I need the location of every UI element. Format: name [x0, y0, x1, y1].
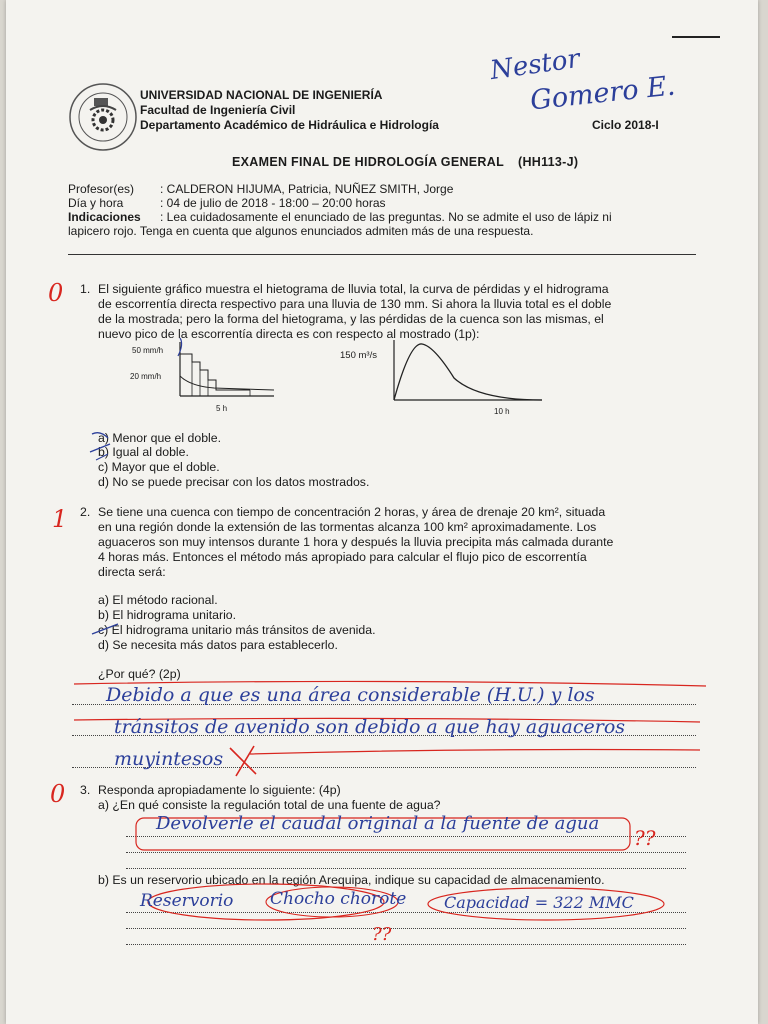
- exam-title: EXAMEN FINAL DE HIDROLOGÍA GENERAL: [232, 155, 505, 169]
- q1-number: 1.: [80, 282, 91, 296]
- exam-code: (HH113-J): [518, 155, 579, 169]
- header-divider: [68, 254, 696, 255]
- q2-answer-text-2: tránsitos de avenido son debido a que hay aguaceros: [114, 716, 626, 738]
- q2-line-5: directa será:: [98, 565, 166, 579]
- q1-option-a[interactable]: a) Menor que el doble.: [98, 431, 222, 445]
- hyeto-label-50: 50 mm/h: [132, 346, 164, 355]
- q1-line-1: El siguiente gráfico muestra el hietograma de lluvia total, la curva de pérdidas y el hidrograma: [98, 282, 609, 296]
- date-label: Día y hora: [68, 196, 124, 210]
- q2-grade: 1: [52, 505, 68, 533]
- q1-grade: 0: [48, 279, 64, 307]
- university-name: UNIVERSIDAD NACIONAL DE INGENIERÍA: [140, 88, 383, 102]
- instructions-value: : Lea cuidadosamente el enunciado de las preguntas. No se admite el uso de lápiz ni: [160, 210, 612, 224]
- q1-line-3: de la mostrada; pero la forma del hietograma, y las pérdidas de la cuenca son las mismas, el: [98, 312, 604, 326]
- q2-answer-marks: [90, 620, 130, 640]
- q1-line-4: nuevo pico de la escorrentía directa es con respecto al mostrado (1p):: [98, 327, 480, 341]
- q3b-answer-capacity: Capacidad = 322 MMC: [444, 893, 634, 912]
- q3b-line-3: [126, 944, 686, 945]
- student-name-first: Nestor: [488, 43, 582, 87]
- top-dash: [672, 36, 720, 38]
- q3a-answer: Devolverle el caudal original a la fuente de agua: [156, 813, 600, 834]
- q2-answer-text-1: Debido a que es una área considerable (H.U.) y los: [106, 684, 595, 706]
- hyetograph-figure: [174, 340, 284, 402]
- q3-part-a: a) ¿En qué consiste la regulación total de una fuente de agua?: [98, 798, 441, 812]
- hydro-label-150: 150 m³/s: [340, 350, 377, 361]
- date-value: : 04 de julio de 2018 - 18:00 – 20:00 horas: [160, 196, 386, 210]
- q2-line-1: Se tiene una cuenca con tiempo de concentración 2 horas, y área de drenaje 20 km², situada: [98, 505, 606, 519]
- q3-number: 3.: [80, 783, 91, 797]
- hyeto-label-5h: 5 h: [216, 404, 228, 413]
- student-name-last: Gomero E.: [528, 70, 677, 117]
- q1-option-d[interactable]: d) No se puede precisar con los datos mostrados.: [98, 475, 370, 489]
- professor-value: : CALDERON HIJUMA, Patricia, NUÑEZ SMITH, Jorge: [160, 182, 454, 196]
- q3-grade: 0: [50, 780, 66, 808]
- faculty-name: Facultad de Ingeniería Civil: [140, 103, 296, 117]
- q2-why-prompt: ¿Por qué? (2p): [98, 667, 181, 681]
- q3b-question-mark: ??: [372, 924, 392, 945]
- q2-option-d[interactable]: d) Se necesita más datos para establecerlo.: [98, 638, 338, 652]
- q1-option-c[interactable]: c) Mayor que el doble.: [98, 460, 220, 474]
- q2-answer-text-3: muyintesos: [114, 748, 224, 770]
- q1-answer-marks: [88, 428, 128, 492]
- q2-line-3: aguaceros son muy intensos durante 1 hora y después la lluvia precipita más calmada durante: [98, 535, 614, 549]
- professor-label: Profesor(es): [68, 182, 135, 196]
- q3a-question-mark: ??: [634, 826, 656, 850]
- q2-option-b[interactable]: b) El hidrograma unitario.: [98, 608, 237, 622]
- q1-line-2: de escorrentía directa respectivo para una lluvia de 130 mm. Si ahora la lluvia total es el doble: [98, 297, 612, 311]
- instructions-value-cont: lapicero rojo. Tenga en cuenta que algunos enunciados admiten más de una respuesta.: [68, 224, 534, 238]
- q2-line-4: 4 horas más. Entonces el método más apropiado para calcular el flujo pico de escorrentía: [98, 550, 587, 564]
- q2-number: 2.: [80, 505, 91, 519]
- department-name: Departamento Académico de Hidráulica e Hidrología: [140, 118, 439, 132]
- hydrograph-figure: [392, 338, 548, 404]
- cycle: Ciclo 2018-I: [592, 118, 659, 132]
- q2-option-c[interactable]: c) El hidrograma unitario más tránsitos de avenida.: [98, 623, 376, 637]
- exam-sheet: [6, 0, 758, 1024]
- university-seal-icon: [68, 82, 138, 152]
- q3b-answer-reservoir: Reservorio: [140, 891, 234, 911]
- q3-part-b: b) Es un reservorio ubicado en la región Arequipa, indique su capacidad de almacenamiento.: [98, 873, 605, 887]
- hydro-label-10h: 10 h: [494, 407, 510, 416]
- q3b-answer-name: Chocho chorote: [270, 889, 407, 909]
- q3-intro: Responda apropiadamente lo siguiente: (4p): [98, 783, 341, 797]
- q3a-line-3: [126, 868, 686, 869]
- hyeto-label-20: 20 mm/h: [130, 372, 162, 381]
- q2-line-2: en una región donde la extensión de las tormentas alcanza 100 km² aproximadamente. Los: [98, 520, 597, 534]
- q2-option-a[interactable]: a) El método racional.: [98, 593, 218, 607]
- q1-option-b[interactable]: b) Igual al doble.: [98, 445, 189, 459]
- instructions-label: Indicaciones: [68, 210, 141, 224]
